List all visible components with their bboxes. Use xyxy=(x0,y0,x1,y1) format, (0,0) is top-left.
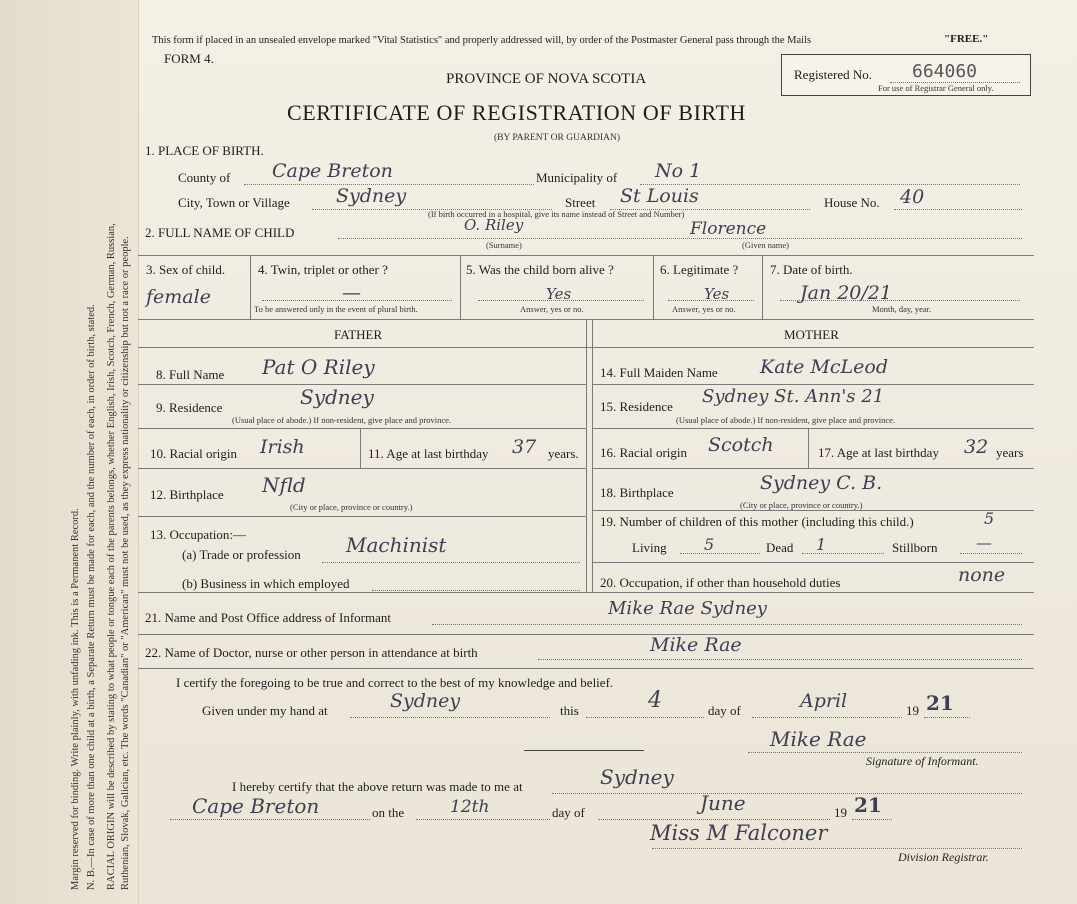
postal-notice-free: "FREE." xyxy=(944,33,989,45)
margin-note-2: N. B.—In case of more than one child at a birth, a Separate Return must be made for each, and the number of each, in order of birth, stated. xyxy=(86,304,97,890)
mother-occupation-value: none xyxy=(958,564,1006,586)
sex-label: 3. Sex of child. xyxy=(146,262,226,277)
certificate-subtitle: (BY PARENT OR GUARDIAN) xyxy=(494,133,621,143)
surname-caption: (Surname) xyxy=(486,240,522,250)
informant-label: 21. Name and Post Office address of Informant xyxy=(145,610,391,625)
county-value: Cape Breton xyxy=(272,160,393,182)
given-month-value: April xyxy=(800,690,848,712)
postal-notice: This form if placed in an unsealed envelope marked "Vital Statistics" and properly addressed will, by order of the Postmaster General pass through the Mails xyxy=(152,35,812,46)
mother-residence-value: Sydney St. Ann's 21 xyxy=(702,386,885,407)
municipality-value: No 1 xyxy=(655,160,702,182)
mother-heading: MOTHER xyxy=(784,327,839,342)
date-of-birth-value: Jan 20/21 xyxy=(800,282,892,304)
father-race-label: 10. Racial origin xyxy=(150,446,238,461)
legitimate-label: 6. Legitimate ? xyxy=(660,262,739,277)
legitimate-note: Answer, yes or no. xyxy=(672,304,736,314)
municipality-label: Municipality of xyxy=(536,170,618,185)
date-of-birth-note: Month, day, year. xyxy=(872,304,932,314)
stamp-line xyxy=(524,750,644,751)
father-name-label: 8. Full Name xyxy=(156,367,225,382)
mother-name-value: Kate McLeod xyxy=(760,356,888,378)
registrar-signature: Miss M Falconer xyxy=(650,821,828,845)
father-occupation-label: 13. Occupation:— xyxy=(150,527,247,542)
father-trade-label: (a) Trade or profession xyxy=(182,547,301,562)
mother-name-label: 14. Full Maiden Name xyxy=(600,365,718,380)
twin-value: — xyxy=(342,282,361,304)
father-trade-value: Machinist xyxy=(346,533,447,557)
certificate-title: CERTIFICATE OF REGISTRATION OF BIRTH xyxy=(287,100,746,125)
dead-value: 1 xyxy=(816,535,827,554)
registrar-county-value: Cape Breton xyxy=(192,794,320,818)
father-birthplace-value: Nfld xyxy=(262,473,306,497)
father-name-value: Pat O Riley xyxy=(262,355,375,379)
house-number-value: 40 xyxy=(900,186,925,208)
given-year-prefix: 19 xyxy=(906,703,919,718)
registrar-place-value: Sydney xyxy=(600,765,674,789)
given-year-value: 21 xyxy=(926,691,954,715)
father-race-value: Irish xyxy=(260,436,305,458)
given-under-hand-label: Given under my hand at xyxy=(202,703,328,718)
child-given-name: Florence xyxy=(690,219,767,239)
father-age-value: 37 xyxy=(512,436,537,458)
living-label: Living xyxy=(632,540,667,555)
street-label: Street xyxy=(565,195,596,210)
twin-note: To be answered only in the event of plural birth. xyxy=(254,304,418,314)
registrar-year-value: 21 xyxy=(854,793,882,817)
dead-label: Dead xyxy=(766,540,794,555)
division-registrar-caption: Division Registrar. xyxy=(898,850,989,864)
place-of-birth-label: 1. PLACE OF BIRTH. xyxy=(145,143,264,158)
form-number: FORM 4. xyxy=(164,51,214,66)
mother-occupation-label: 20. Occupation, if other than household duties xyxy=(600,575,841,590)
this-label: this xyxy=(560,703,579,718)
sex-value: female xyxy=(146,286,211,308)
doctor-label: 22. Name of Doctor, nurse or other person in attendance at birth xyxy=(145,645,478,660)
margin-note-4: Ruthenian, Slovak, Galician, etc. The words "Canadian" or "American" must not be used, as they express nationality or citizenship but not a race or people. xyxy=(120,236,131,890)
registrar-use-note: For use of Registrar General only. xyxy=(878,83,994,93)
born-alive-label: 5. Was the child born alive ? xyxy=(466,262,614,277)
registered-label: Registered No. xyxy=(794,67,872,82)
mother-children-label: 19. Number of children of this mother (including this child.) xyxy=(600,514,914,529)
father-business-label: (b) Business in which employed xyxy=(182,576,350,591)
father-residence-value: Sydney xyxy=(300,385,374,409)
informant-value: Mike Rae Sydney xyxy=(608,598,767,619)
mother-race-value: Scotch xyxy=(708,434,774,456)
father-age-years: years. xyxy=(548,446,579,461)
given-day-value: 4 xyxy=(648,688,662,713)
legitimate-value: Yes xyxy=(704,285,730,303)
born-alive-value: Yes xyxy=(546,285,572,303)
street-value: St Louis xyxy=(620,185,699,207)
child-surname: O. Riley xyxy=(464,216,524,234)
registrar-certify-text: I hereby certify that the above return was made to me at xyxy=(232,779,523,794)
margin-note-3: RACIAL ORIGIN will be described by stating to what people or tongue each of the parents belongs, whether English, Irish, Scotch, French, German, Russian, xyxy=(106,223,117,890)
father-heading: FATHER xyxy=(334,327,383,342)
county-label: County of xyxy=(178,170,231,185)
registrar-day-value: 12th xyxy=(450,797,490,817)
mother-children-value: 5 xyxy=(984,509,995,528)
informant-certify-text: I certify the foregoing to be true and correct to the best of my knowledge and belief. xyxy=(176,675,614,690)
living-value: 5 xyxy=(704,535,715,554)
born-alive-note: Answer, yes or no. xyxy=(520,304,584,314)
on-the-label: on the xyxy=(372,805,405,820)
date-of-birth-label: 7. Date of birth. xyxy=(770,262,853,277)
city-value: Sydney xyxy=(336,185,407,207)
twin-label: 4. Twin, triplet or other ? xyxy=(258,262,388,277)
father-residence-label: 9. Residence xyxy=(156,400,223,415)
house-number-label: House No. xyxy=(824,195,880,210)
province-heading: PROVINCE OF NOVA SCOTIA xyxy=(446,71,647,87)
mother-race-label: 16. Racial origin xyxy=(600,445,688,460)
mother-birthplace-value: Sydney C. B. xyxy=(760,472,883,494)
doctor-value: Mike Rae xyxy=(650,634,742,656)
registered-number: 664060 xyxy=(912,61,978,82)
father-residence-note: (Usual place of abode.) If non-resident, give place and province. xyxy=(232,415,452,425)
registrar-month-value: June xyxy=(700,791,746,815)
given-name-caption: (Given name) xyxy=(742,240,789,250)
father-age-label: 11. Age at last birthday xyxy=(368,446,489,461)
hospital-note: (If birth occurred in a hospital, give its name instead of Street and Number) xyxy=(428,209,685,219)
margin-note-1: Margin reserved for binding. Write plainly, with unfading ink. This is a Permanent Record. xyxy=(70,508,81,890)
signature-of-informant-caption: Signature of Informant. xyxy=(866,754,979,768)
informant-signature: Mike Rae xyxy=(770,727,867,751)
registrar-day-of-label: day of xyxy=(552,805,585,820)
given-place-value: Sydney xyxy=(390,690,461,712)
mother-age-years: years xyxy=(996,445,1024,460)
day-of-label: day of xyxy=(708,703,741,718)
mother-age-label: 17. Age at last birthday xyxy=(818,445,939,460)
city-label: City, Town or Village xyxy=(178,195,290,210)
mother-residence-note: (Usual place of abode.) If non-resident, give place and province. xyxy=(676,415,896,425)
mother-birthplace-label: 18. Birthplace xyxy=(600,485,674,500)
child-name-label: 2. FULL NAME OF CHILD xyxy=(145,225,295,240)
mother-residence-label: 15. Residence xyxy=(600,399,673,414)
father-birthplace-label: 12. Birthplace xyxy=(150,487,224,502)
stillborn-value: — xyxy=(976,533,992,552)
father-birthplace-note: (City or place, province or country.) xyxy=(290,502,413,512)
mother-birthplace-note: (City or place, province or country.) xyxy=(740,500,863,510)
mother-age-value: 32 xyxy=(964,436,989,458)
stillborn-label: Stillborn xyxy=(892,540,938,555)
registrar-year-prefix: 19 xyxy=(834,805,847,820)
